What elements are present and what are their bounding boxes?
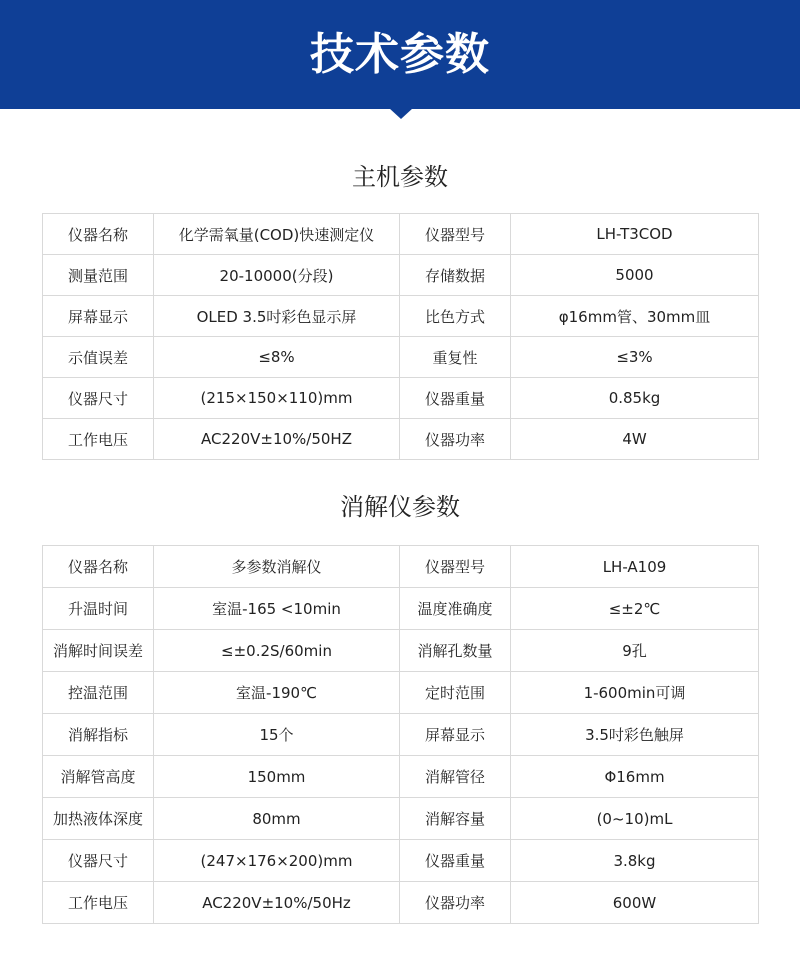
table-row bbox=[43, 296, 759, 337]
param-label: 仪器重量 bbox=[400, 840, 511, 882]
param-value: 0.85kg bbox=[511, 378, 759, 419]
param-value: 4W bbox=[511, 419, 759, 460]
param-label: 仪器重量 bbox=[400, 378, 511, 419]
param-value: 5000 bbox=[511, 255, 759, 296]
param-label: 重复性 bbox=[400, 337, 511, 378]
param-label: 仪器名称 bbox=[43, 546, 154, 588]
param-value: 150mm bbox=[154, 756, 400, 798]
table-row bbox=[43, 756, 759, 798]
param-label: 仪器功率 bbox=[400, 419, 511, 460]
param-label: 仪器功率 bbox=[400, 882, 511, 924]
param-label: 仪器名称 bbox=[43, 214, 154, 255]
table-row bbox=[43, 378, 759, 419]
param-label: 加热液体深度 bbox=[43, 798, 154, 840]
param-value: AC220V±10%/50HZ bbox=[154, 419, 400, 460]
param-value: LH-T3COD bbox=[511, 214, 759, 255]
param-label: 消解管高度 bbox=[43, 756, 154, 798]
param-label: 工作电压 bbox=[43, 882, 154, 924]
param-label: 存储数据 bbox=[400, 255, 511, 296]
param-value: 多参数消解仪 bbox=[154, 546, 400, 588]
param-label: 消解管径 bbox=[400, 756, 511, 798]
table-row bbox=[43, 840, 759, 882]
param-label: 控温范围 bbox=[43, 672, 154, 714]
param-label: 消解时间误差 bbox=[43, 630, 154, 672]
param-label: 温度准确度 bbox=[400, 588, 511, 630]
param-value: (247×176×200)mm bbox=[154, 840, 400, 882]
table-row bbox=[43, 798, 759, 840]
param-label: 升温时间 bbox=[43, 588, 154, 630]
param-label: 仪器尺寸 bbox=[43, 378, 154, 419]
param-value: 3.5吋彩色触屏 bbox=[511, 714, 759, 756]
host-spec-table bbox=[42, 213, 759, 460]
digester-spec-table bbox=[42, 545, 759, 924]
param-label: 屏幕显示 bbox=[400, 714, 511, 756]
param-label: 消解指标 bbox=[43, 714, 154, 756]
param-value: 20-10000(分段) bbox=[154, 255, 400, 296]
param-label: 工作电压 bbox=[43, 419, 154, 460]
param-value: (0~10)mL bbox=[511, 798, 759, 840]
param-label: 仪器型号 bbox=[400, 214, 511, 255]
param-value: 80mm bbox=[154, 798, 400, 840]
digester-section-title: 消解仪参数 bbox=[340, 493, 460, 521]
table-row bbox=[43, 630, 759, 672]
table-row bbox=[43, 255, 759, 296]
table-row bbox=[43, 588, 759, 630]
param-label: 仪器尺寸 bbox=[43, 840, 154, 882]
param-label: 消解孔数量 bbox=[400, 630, 511, 672]
param-label: 测量范围 bbox=[43, 255, 154, 296]
table-row bbox=[43, 337, 759, 378]
param-value: AC220V±10%/50Hz bbox=[154, 882, 400, 924]
param-value: (215×150×110)mm bbox=[154, 378, 400, 419]
param-value: Φ16mm bbox=[511, 756, 759, 798]
table-row bbox=[43, 882, 759, 924]
param-label: 定时范围 bbox=[400, 672, 511, 714]
header-banner bbox=[0, 0, 800, 109]
table-row bbox=[43, 419, 759, 460]
param-value: 9孔 bbox=[511, 630, 759, 672]
param-value: ≤3% bbox=[511, 337, 759, 378]
table-row bbox=[43, 672, 759, 714]
param-value: 3.8kg bbox=[511, 840, 759, 882]
param-value: 化学需氧量(COD)快速测定仪 bbox=[154, 214, 400, 255]
table-row bbox=[43, 546, 759, 588]
param-value: ≤8% bbox=[154, 337, 400, 378]
param-label: 仪器型号 bbox=[400, 546, 511, 588]
page-title: 技术参数 bbox=[310, 29, 490, 80]
banner-pointer bbox=[389, 108, 413, 119]
param-value: 室温-165 <10min bbox=[154, 588, 400, 630]
table-row bbox=[43, 714, 759, 756]
param-value: 15个 bbox=[154, 714, 400, 756]
param-value: OLED 3.5吋彩色显示屏 bbox=[154, 296, 400, 337]
param-value: φ16mm管、30mm皿 bbox=[511, 296, 759, 337]
param-label: 屏幕显示 bbox=[43, 296, 154, 337]
param-value: 1-600min可调 bbox=[511, 672, 759, 714]
table-row bbox=[43, 214, 759, 255]
param-value: 600W bbox=[511, 882, 759, 924]
param-value: LH-A109 bbox=[511, 546, 759, 588]
param-label: 示值误差 bbox=[43, 337, 154, 378]
param-value: ≤±0.2S/60min bbox=[154, 630, 400, 672]
param-label: 消解容量 bbox=[400, 798, 511, 840]
param-label: 比色方式 bbox=[400, 296, 511, 337]
param-value: 室温-190℃ bbox=[154, 672, 400, 714]
param-value: ≤±2℃ bbox=[511, 588, 759, 630]
host-section-title: 主机参数 bbox=[352, 163, 448, 191]
